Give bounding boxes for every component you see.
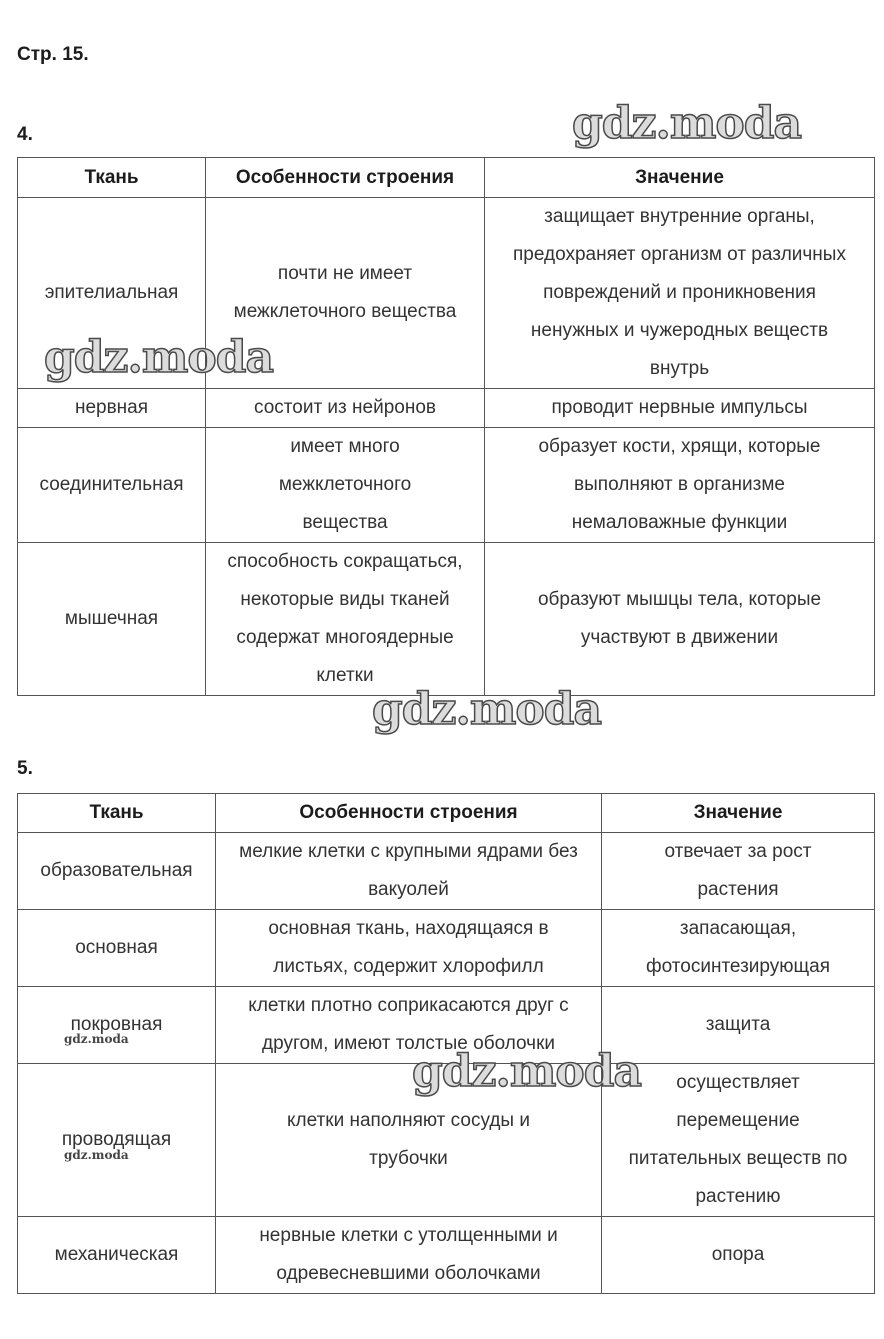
table-header-row <box>18 794 875 833</box>
column-header-tissue: Ткань <box>18 794 216 833</box>
task-5-number: 5. <box>17 758 33 779</box>
column-header-function: Значение <box>602 794 875 833</box>
watermark-small: gdz.moda <box>64 1148 129 1162</box>
table-row <box>18 1217 875 1294</box>
watermark: gdz.moda <box>412 1046 642 1097</box>
column-header-function: Значение <box>485 158 875 198</box>
tissue-cell: покровная <box>18 987 216 1064</box>
watermark: gdz.moda <box>572 98 802 149</box>
function-cell: проводит нервные импульсы <box>485 389 875 428</box>
watermark: gdz.moda <box>44 332 274 383</box>
task-4-number: 4. <box>17 124 33 145</box>
structure-cell: способность сокращаться, некоторые виды тканей содержат многоядерные клетки <box>206 543 485 696</box>
watermark: gdz.moda <box>372 684 602 735</box>
structure-cell: почти не имеет межклеточного вещества <box>206 198 485 389</box>
tissue-cell: соединительная <box>18 428 206 543</box>
table-header-row <box>18 158 875 198</box>
function-cell: защищает внутренние органы, предохраняет организм от различных повреждений и проникновения ненужных и чужеродных веществ внутрь <box>485 198 875 389</box>
tissue-cell: механическая <box>18 1217 216 1294</box>
structure-cell: нервные клетки с утолщенными и одревесневшими оболочками <box>216 1217 602 1294</box>
table-row <box>18 543 875 696</box>
tissue-cell: проводящая <box>18 1064 216 1217</box>
table-row <box>18 910 875 987</box>
column-header-structure: Особенности строения <box>206 158 485 198</box>
structure-cell: клетки плотно соприкасаются друг с другом, имеют толстые оболочки <box>216 987 602 1064</box>
function-cell: образуют мышцы тела, которые участвуют в движении <box>485 543 875 696</box>
column-header-tissue: Ткань <box>18 158 206 198</box>
table-row <box>18 833 875 910</box>
page-label: Стр. 15. <box>17 44 89 65</box>
watermark-small: gdz.moda <box>64 1032 129 1046</box>
function-cell: запасающая, фотосинтезирующая <box>602 910 875 987</box>
table-row <box>18 428 875 543</box>
structure-cell: мелкие клетки с крупными ядрами без вакуолей <box>216 833 602 910</box>
structure-cell: основная ткань, находящаяся в листьях, содержит хлорофилл <box>216 910 602 987</box>
structure-cell: имеет много межклеточного вещества <box>206 428 485 543</box>
function-cell: отвечает за рост растения <box>602 833 875 910</box>
task-4-table <box>17 157 875 696</box>
tissue-cell: эпителиальная <box>18 198 206 389</box>
tissue-cell: нервная <box>18 389 206 428</box>
tissue-cell: мышечная <box>18 543 206 696</box>
tissue-cell: образовательная <box>18 833 216 910</box>
column-header-structure: Особенности строения <box>216 794 602 833</box>
structure-cell: состоит из нейронов <box>206 389 485 428</box>
function-cell: образует кости, хрящи, которые выполняют в организме немаловажные функции <box>485 428 875 543</box>
table-row <box>18 389 875 428</box>
tissue-cell: основная <box>18 910 216 987</box>
function-cell: опора <box>602 1217 875 1294</box>
structure-cell: клетки наполняют сосуды и трубочки <box>216 1064 602 1217</box>
task-5-table <box>17 793 875 1294</box>
function-cell: осуществляет перемещение питательных веществ по растению <box>602 1064 875 1217</box>
function-cell: защита <box>602 987 875 1064</box>
